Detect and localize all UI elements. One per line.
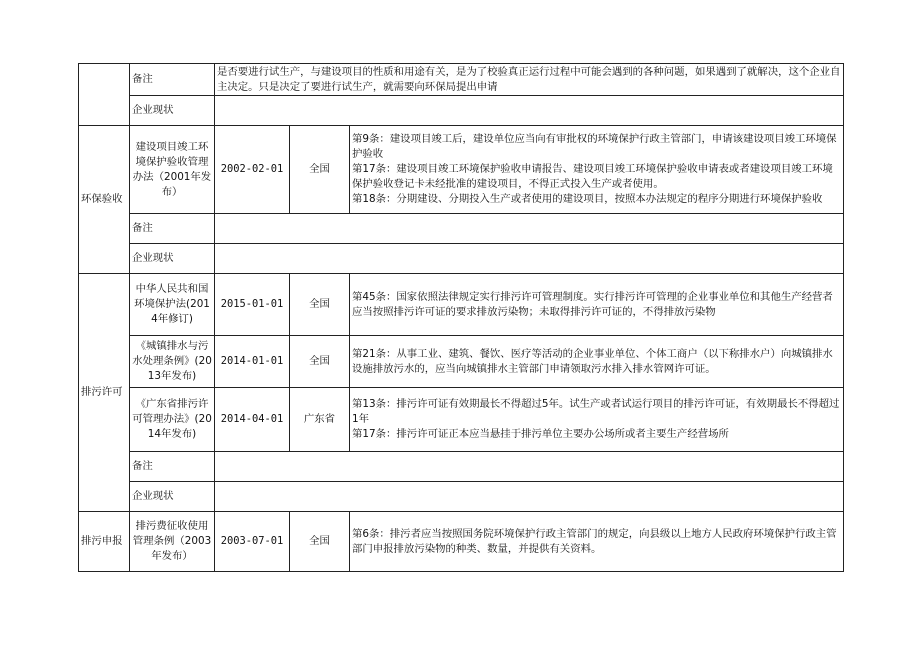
clause-text: 第45条：国家依照法律规定实行排污许可管理制度。实行排污许可管理的企业事业单位和其他生产经营者应当按照排污许可证的要求排放污染物；未取得排污许可证的，不得排放污染物 (350, 274, 844, 336)
clause-text: 第6条：排污者应当按照国务院环境保护行政主管部门的规定，向县级以上地方人民政府环境保护行政主管部门申报排放污染物的种类、数量，并提供有关资料。 (350, 512, 844, 572)
region: 全国 (290, 336, 350, 388)
status-label: 企业现状 (130, 96, 215, 126)
table-row (79, 512, 844, 572)
region: 全国 (290, 126, 350, 214)
table-row (79, 64, 844, 96)
law-name: 建设项目竣工环境保护验收管理办法（2001年发布） (130, 126, 215, 214)
status-value (215, 244, 844, 274)
category-permit: 排污许可 (79, 274, 130, 512)
law-name: 排污费征收使用管理条例（2003年发布） (130, 512, 215, 572)
table-row (79, 336, 844, 388)
law-name: 中华人民共和国环境保护法(2014年修订) (130, 274, 215, 336)
remark-label: 备注 (130, 64, 215, 96)
effective-date: 2003-07-01 (215, 512, 290, 572)
status-label: 企业现状 (130, 482, 215, 512)
table-row (79, 214, 844, 244)
effective-date: 2014-01-01 (215, 336, 290, 388)
table-row (79, 244, 844, 274)
region: 全国 (290, 512, 350, 572)
remark-label: 备注 (130, 452, 215, 482)
table-row (79, 96, 844, 126)
law-name: 《城镇排水与污水处理条例》(2013年发布) (130, 336, 215, 388)
table-row (79, 482, 844, 512)
status-value (215, 482, 844, 512)
clause-text (350, 126, 844, 214)
law-name: 《广东省排污许可管理办法》(2014年发布) (130, 388, 215, 452)
clause-text: 第21条：从事工业、建筑、餐饮、医疗等活动的企业事业单位、个体工商户（以下称排水户）向城镇排水设施排放污水的，应当向城镇排水主管部门申请领取污水排入排水管网许可证。 (350, 336, 844, 388)
remark-text: 是否要进行试生产，与建设项目的性质和用途有关，是为了校验真正运行过程中可能会遇到的各种问题，如果遇到了就解决，这个企业自主决定。只是决定了要进行试生产，就需要向环保局提出申请 (215, 64, 844, 96)
status-value (215, 96, 844, 126)
category-declaration: 排污申报 (79, 512, 130, 572)
region: 全国 (290, 274, 350, 336)
status-label: 企业现状 (130, 244, 215, 274)
category-cell-empty (79, 64, 130, 126)
effective-date: 2015-01-01 (215, 274, 290, 336)
clause-item: 第17条：建设项目竣工环境保护验收申请报告、建设项目竣工环境保护验收申请表或者建设项目竣工环境保护验收登记卡未经批准的建设项目，不得正式投入生产或者使用。 (352, 163, 833, 190)
region: 广东省 (290, 388, 350, 452)
table-row (79, 126, 844, 214)
table-row (79, 388, 844, 452)
regulation-table (78, 63, 844, 572)
clause-item: 第9条：建设项目竣工后，建设单位应当向有审批权的环境保护行政主管部门，申请该建设项目竣工环境保护验收 (352, 133, 837, 160)
clause-item: 第17条：排污许可证正本应当悬挂于排污单位主要办公场所或者主要生产经营场所 (352, 428, 729, 440)
table-row (79, 452, 844, 482)
effective-date: 2002-02-01 (215, 126, 290, 214)
clause-text (350, 388, 844, 452)
remark-value (215, 214, 844, 244)
effective-date: 2014-04-01 (215, 388, 290, 452)
category-acceptance: 环保验收 (79, 126, 130, 274)
clause-item: 第13条：排污许可证有效期最长不得超过5年。试生产或者试运行项目的排污许可证，有效期最长不得超过1年 (352, 398, 840, 425)
remark-label: 备注 (130, 214, 215, 244)
remark-value (215, 452, 844, 482)
table-row (79, 274, 844, 336)
clause-item: 第18条：分期建设、分期投入生产或者使用的建设项目，按照本办法规定的程序分期进行环境保护验收 (352, 193, 823, 205)
